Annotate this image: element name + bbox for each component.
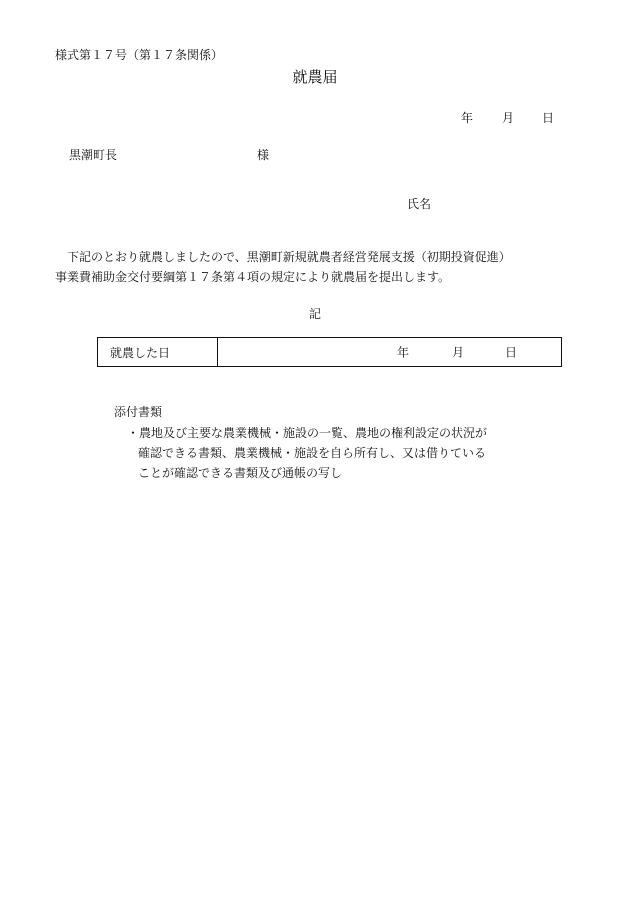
document-title: 就農届 xyxy=(292,68,338,86)
attachment-item-line-2: 確認できる書類、農業機械・施設を自ら所有し、又は借りている xyxy=(138,446,487,460)
ki-heading: 記 xyxy=(308,307,321,321)
date-year-label: 年 xyxy=(461,111,474,125)
farming-start-date-table xyxy=(97,337,562,367)
body-line-2: 事業費補助金交付要綱第１７条第４項の規定により就農届を提出します。 xyxy=(55,270,451,284)
signer-name-label: 氏名 xyxy=(407,197,432,211)
attachments-title: 添付書類 xyxy=(114,405,163,419)
table-row xyxy=(98,338,562,367)
addressee-name: 黒潮町長 xyxy=(69,148,118,162)
date-day-label: 日 xyxy=(542,111,555,125)
attachment-item-line-1: ・農地及び主要な農業機械・施設の一覧、農地の権利設定の状況が xyxy=(127,426,488,440)
farming-start-date-value xyxy=(218,338,562,367)
date-month-label: 月 xyxy=(502,111,515,125)
table-year-label: 年 xyxy=(397,345,410,360)
farming-start-date-label: 就農した日 xyxy=(98,338,218,367)
table-month-label: 月 xyxy=(452,345,465,360)
body-line-1: 下記のとおり就農しましたので、黒潮町新規就農者経営発展支援（初期投資促進） xyxy=(67,250,511,264)
attachment-item xyxy=(127,423,487,483)
addressee-honorific: 様 xyxy=(257,148,270,162)
table-day-label: 日 xyxy=(505,345,518,360)
form-number: 様式第１７号（第１７条関係） xyxy=(55,48,224,62)
attachment-item-line-3: ことが確認できる書類及び通帳の写し xyxy=(138,466,343,480)
